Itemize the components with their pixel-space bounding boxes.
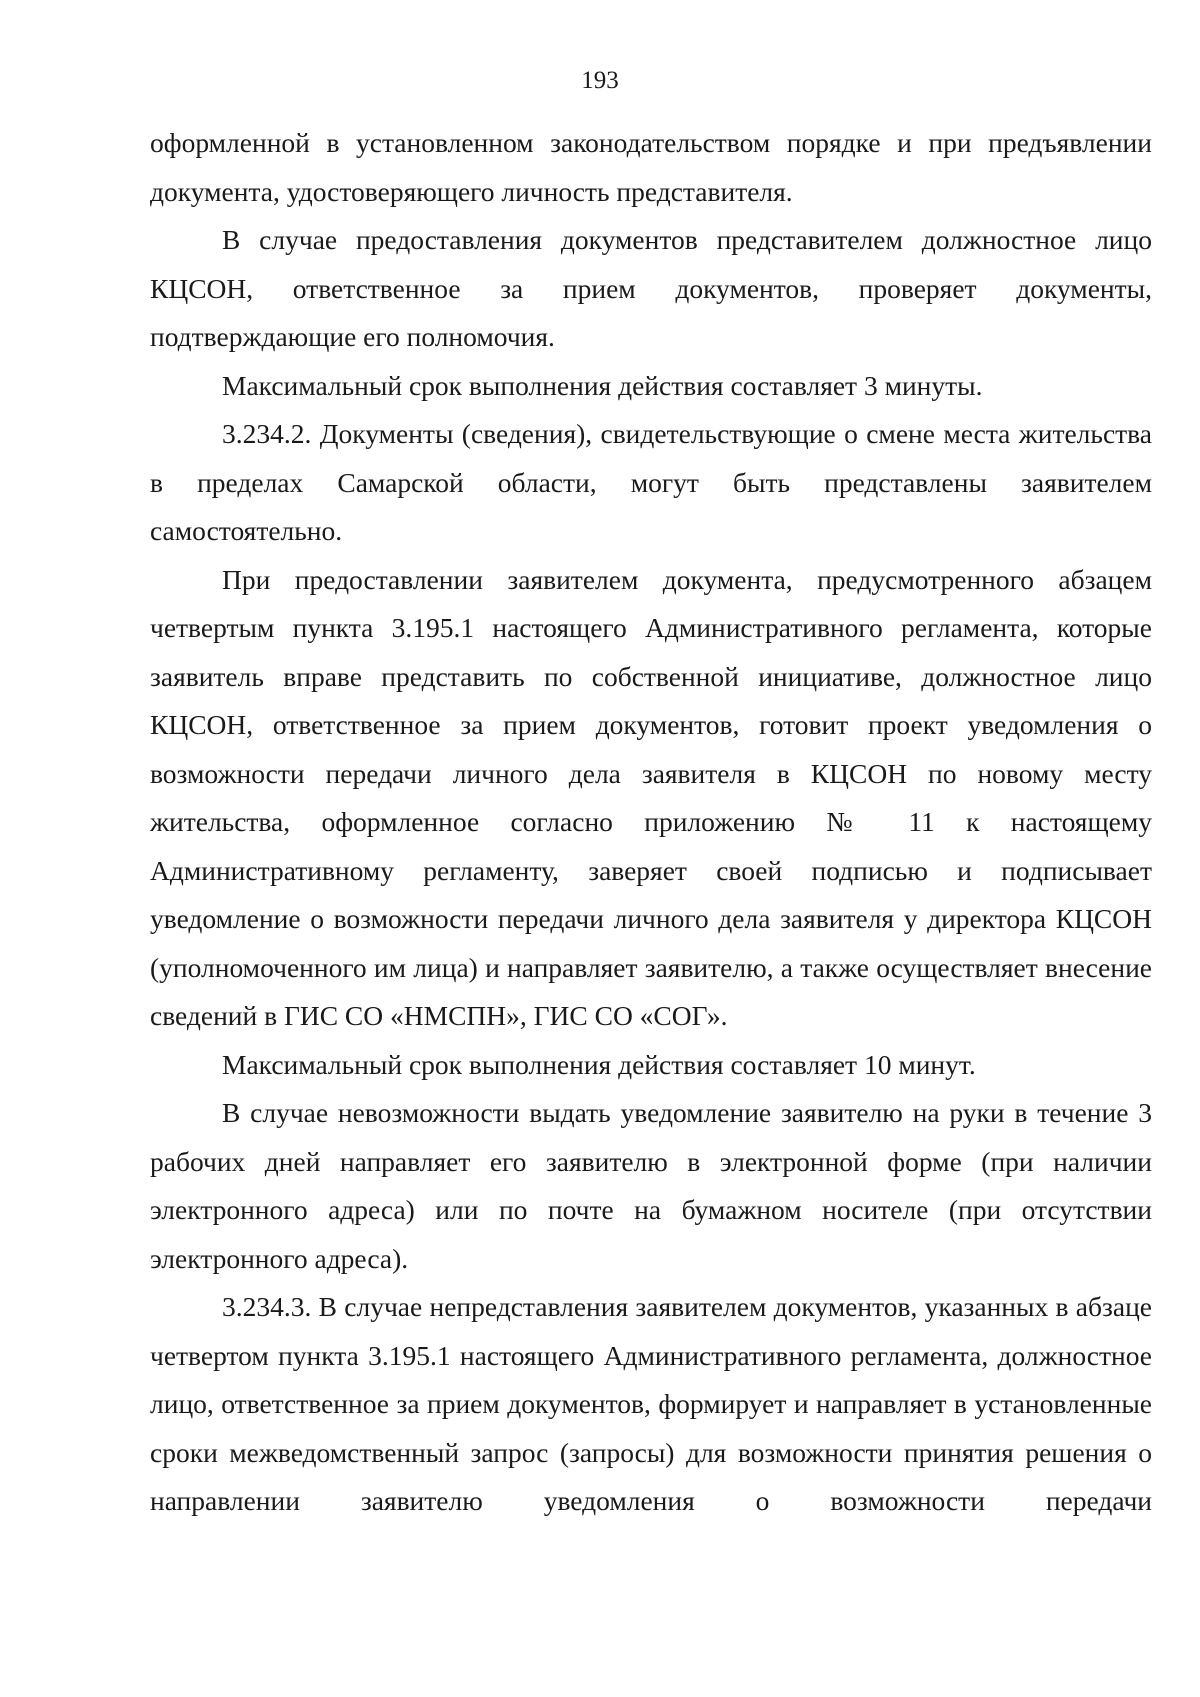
paragraph-3-234-3: 3.234.3. В случае непредставления заявителем документов, указанных в абзаце четвертом пункта 3.195.1 настоящего Административного регламента, должностное лицо, ответственное за прием документов, формирует и направляет в установленные сроки межведомственный запрос (запросы) для возможности принятия решения о направлении заявителю уведомления о возможности передачи (150, 1291, 1152, 1516)
paragraph-continued: оформленной в установленном законодательством порядке и при предъявлении документа, удостоверяющего личность представителя. (150, 127, 1152, 207)
paragraph-representative-check: В случае предоставления документов представителем должностное лицо КЦСОН, ответственное за прием документов, проверяет документы, подтверждающие его полномочия. (150, 224, 1152, 352)
paragraph-notification-delivery: В случае невозможности выдать уведомление заявителю на руки в течение 3 рабочих дней направляет его заявителю в электронной форме (при наличии электронного адреса) или по почте на бумажном носителе (при отсутствии электронного адреса). (150, 1097, 1152, 1274)
page-number: 193 (581, 67, 619, 94)
paragraph-document-submission: При предоставлении заявителем документа, предусмотренного абзацем четвертым пункта 3.195.1 настоящего Административного регламента, которые заявитель вправе представить по собственной инициативе, должностное лицо КЦСОН, ответственное за прием документов, готовит проект уведомления о возможности передачи личного дела заявителя в КЦСОН по новому месту жительства, оформленное согласно приложению № 11 к настоящему Административному регламенту, заверяет своей подписью и подписывает уведомление о возможности передачи личного дела заявителя у директора КЦСОН (уполномоченного им лица) и направляет заявителю, а также осуществляет внесение сведений в ГИС СО «НМСПН», ГИС СО «СОГ». (150, 563, 1152, 1031)
document-body (150, 119, 1152, 1526)
paragraph-max-time-3-min: Максимальный срок выполнения действия составляет 3 минуты. (222, 369, 983, 401)
paragraph-max-time-10-min: Максимальный срок выполнения действия составляет 10 минут. (222, 1048, 976, 1080)
paragraph-3-234-2: 3.234.2. Документы (сведения), свидетельствующие о смене места жительства в пределах Самарской области, могут быть представлены заявителем самостоятельно. (150, 418, 1152, 546)
